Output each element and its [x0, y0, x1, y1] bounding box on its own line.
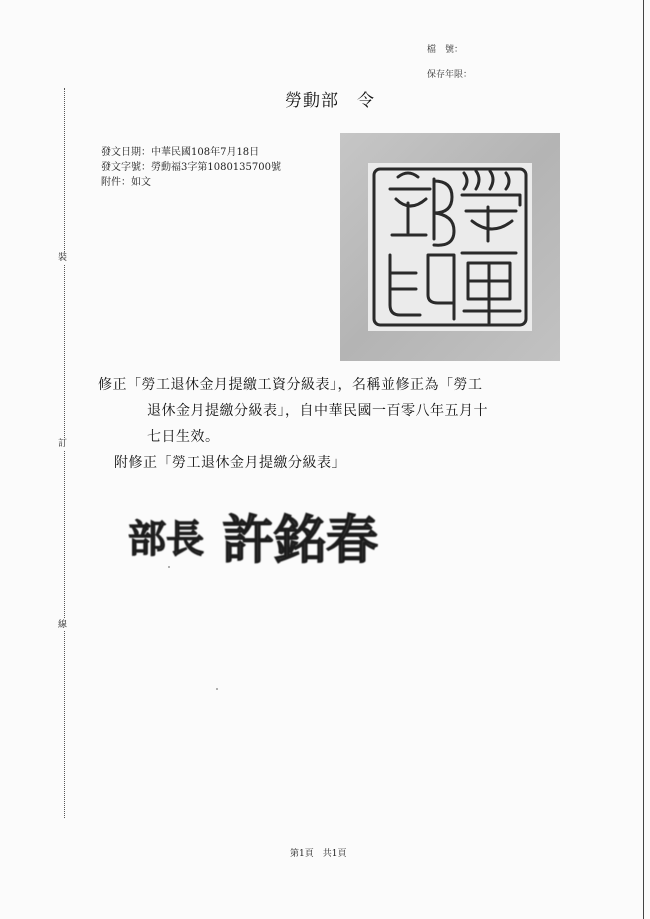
attachment-note: 附件：如文: [101, 177, 151, 188]
body-line-2: 退休金月提繳分級表」，自中華民國一百零八年五月十: [147, 403, 488, 419]
page-edge: [643, 0, 644, 919]
body-line-3: 七日生效。: [147, 429, 220, 445]
page-number: 第1頁 共1頁: [290, 849, 347, 859]
issue-number: 發文字號：勞動福3字第1080135700號: [101, 162, 281, 173]
svg-text:許銘春: 許銘春: [222, 510, 379, 571]
file-number-label: 檔 號：: [427, 45, 464, 55]
binding-char-top: 裝: [58, 253, 68, 263]
signature-image: [128, 498, 428, 582]
scan-speck: [216, 688, 218, 690]
svg-text:部長: 部長: [128, 516, 205, 561]
retention-period-label: 保存年限：: [427, 70, 473, 80]
minister-signature: [128, 498, 428, 582]
scan-speck: [168, 566, 170, 568]
binding-line: [64, 88, 65, 818]
official-seal: [340, 133, 560, 361]
seal-inner-panel: [368, 163, 532, 331]
body-line-1: 修正「勞工退休金月提繳工資分級表」，名稱並修正為「勞工: [98, 377, 483, 393]
issue-date: 發文日期：中華民國108年7月18日: [101, 147, 260, 158]
body-line-4: 附修正「勞工退休金月提繳分級表」: [114, 455, 346, 471]
document-title: 勞動部 令: [285, 91, 375, 111]
binding-char-bottom: 線: [58, 620, 68, 630]
seal-script-glyphs: [368, 163, 532, 331]
binding-char-mid: 訂: [58, 439, 68, 449]
